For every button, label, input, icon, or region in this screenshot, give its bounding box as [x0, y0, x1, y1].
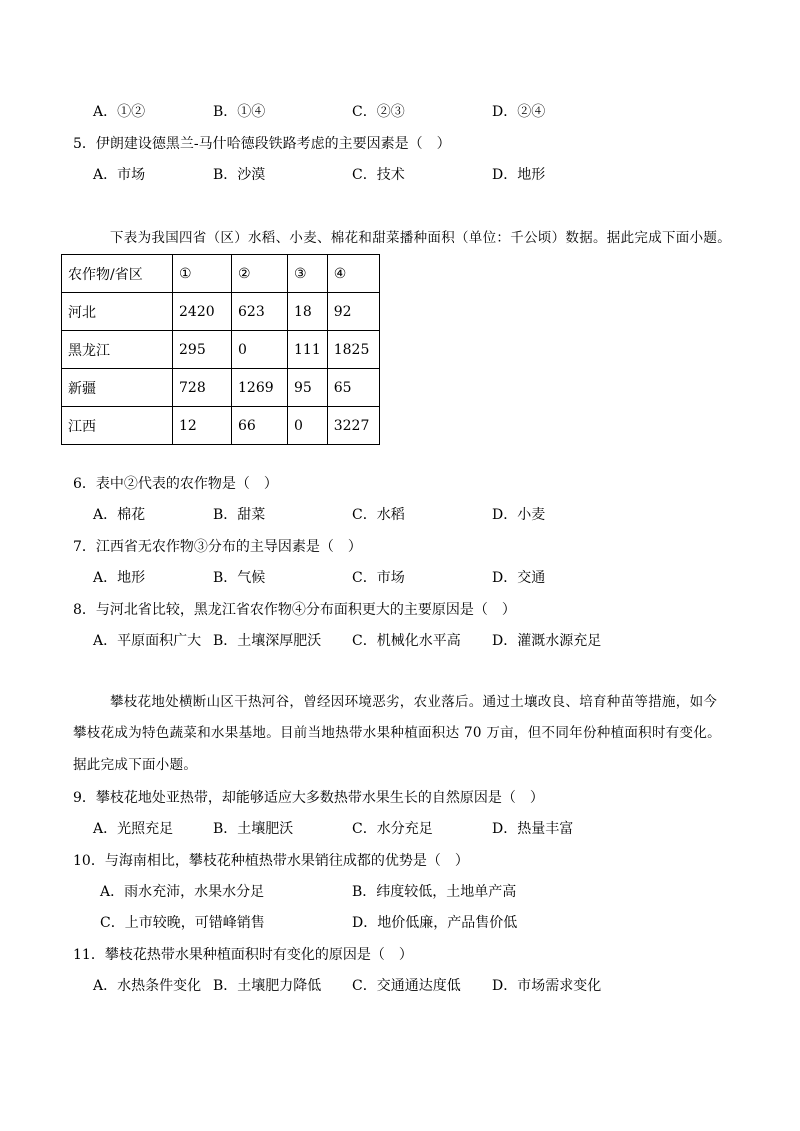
q11-option-b[interactable]: B．土壤肥力降低	[213, 978, 322, 994]
q4-option-b[interactable]: B．①④	[213, 104, 266, 120]
q10-option-d[interactable]: D．地价低廉，产品售价低	[352, 915, 518, 931]
table-row	[62, 331, 380, 369]
q7-option-d[interactable]: D．交通	[492, 570, 546, 586]
q6-option-d[interactable]: D．小麦	[492, 507, 546, 523]
table-cell: 65	[327, 369, 379, 407]
q6-option-a[interactable]: A．棉花	[93, 507, 146, 523]
table-header-row	[62, 255, 380, 293]
table-cell: 0	[232, 331, 288, 369]
table-cell: 66	[232, 407, 288, 445]
table-cell: 295	[173, 331, 232, 369]
q8-option-d[interactable]: D．灌溉水源充足	[492, 633, 602, 649]
q11-option-c[interactable]: C．交通通达度低	[352, 978, 461, 994]
q5-option-c[interactable]: C．技术	[352, 167, 405, 183]
q5-stem: 5．伊朗建设德黑兰-马什哈德段铁路考虑的主要因素是（ ）	[73, 136, 451, 152]
q6-option-b[interactable]: B．甜菜	[213, 507, 266, 523]
table-header-cell: ④	[327, 255, 379, 293]
q5-option-a[interactable]: A．市场	[93, 167, 146, 183]
table-row	[62, 407, 380, 445]
q8-stem: 8．与河北省比较，黑龙江省农作物④分布面积更大的主要原因是（ ）	[73, 602, 516, 618]
table-header-cell: ①	[173, 255, 232, 293]
q8-option-c[interactable]: C．机械化水平高	[352, 633, 461, 649]
table-row	[62, 293, 380, 331]
table-header-cell: ③	[288, 255, 328, 293]
q6-stem: 6．表中②代表的农作物是（ ）	[73, 476, 278, 492]
crop-area-table	[61, 254, 380, 445]
table-cell: 1269	[232, 369, 288, 407]
q9-stem: 9．攀枝花地处亚热带，却能够适应大多数热带水果生长的自然原因是（ ）	[73, 790, 544, 806]
q5-option-b[interactable]: B．沙漠	[213, 167, 266, 183]
pzh-intro-line-3: 据此完成下面小题。	[73, 757, 198, 773]
q9-option-a[interactable]: A．光照充足	[93, 821, 174, 837]
q11-option-a[interactable]: A．水热条件变化	[93, 978, 202, 994]
pzh-intro-line-1: 攀枝花地处横断山区干热河谷，曾经因环境恶劣，农业落后。通过土壤改良、培育种苗等措施，如今	[110, 694, 718, 710]
q4-option-a[interactable]: A．①②	[93, 104, 146, 120]
q8-option-b[interactable]: B．土壤深厚肥沃	[213, 633, 322, 649]
table-cell: 3227	[327, 407, 379, 445]
table-cell: 0	[288, 407, 328, 445]
q10-option-b[interactable]: B．纬度较低，土地单产高	[352, 884, 517, 900]
q8-option-a[interactable]: A．平原面积广大	[93, 633, 202, 649]
pzh-intro-line-2: 攀枝花成为特色蔬菜和水果基地。目前当地热带水果种植面积达 70 万亩，但不同年份种植面积时有变化。	[73, 725, 721, 741]
table-cell: 河北	[62, 293, 173, 331]
table-cell: 江西	[62, 407, 173, 445]
table-cell: 728	[173, 369, 232, 407]
q11-stem: 11．攀枝花热带水果种植面积时有变化的原因是（ ）	[73, 947, 413, 963]
table-cell: 1825	[327, 331, 379, 369]
table-cell: 黑龙江	[62, 331, 173, 369]
q10-option-a[interactable]: A．雨水充沛，水果水分足	[100, 884, 265, 900]
q9-option-b[interactable]: B．土壤肥沃	[213, 821, 294, 837]
table-cell: 18	[288, 293, 328, 331]
q7-option-b[interactable]: B．气候	[213, 570, 266, 586]
q7-stem: 7．江西省无农作物③分布的主导因素是（ ）	[73, 539, 362, 555]
q7-option-c[interactable]: C．市场	[352, 570, 405, 586]
table-cell: 2420	[173, 293, 232, 331]
table-cell: 12	[173, 407, 232, 445]
table-row	[62, 369, 380, 407]
q6-option-c[interactable]: C．水稻	[352, 507, 405, 523]
table-header-cell: ②	[232, 255, 288, 293]
table-cell: 95	[288, 369, 328, 407]
q7-option-a[interactable]: A．地形	[93, 570, 146, 586]
table-cell: 92	[327, 293, 379, 331]
q5-option-d[interactable]: D．地形	[492, 167, 546, 183]
q11-option-d[interactable]: D．市场需求变化	[492, 978, 602, 994]
table-cell: 111	[288, 331, 328, 369]
table-header-cell: 农作物/省区	[62, 255, 173, 293]
q10-stem: 10．与海南相比，攀枝花种植热带水果销往成都的优势是（ ）	[73, 853, 469, 869]
table-cell: 新疆	[62, 369, 173, 407]
table-intro: 下表为我国四省（区）水稻、小麦、棉花和甜菜播种面积（单位：千公顷）数据。据此完成下面小题。	[110, 230, 731, 246]
q4-option-c[interactable]: C．②③	[352, 104, 405, 120]
q9-option-d[interactable]: D．热量丰富	[492, 821, 574, 837]
q10-option-c[interactable]: C．上市较晚，可错峰销售	[100, 915, 265, 931]
q9-option-c[interactable]: C．水分充足	[352, 821, 433, 837]
q4-option-d[interactable]: D．②④	[492, 104, 546, 120]
table-cell: 623	[232, 293, 288, 331]
